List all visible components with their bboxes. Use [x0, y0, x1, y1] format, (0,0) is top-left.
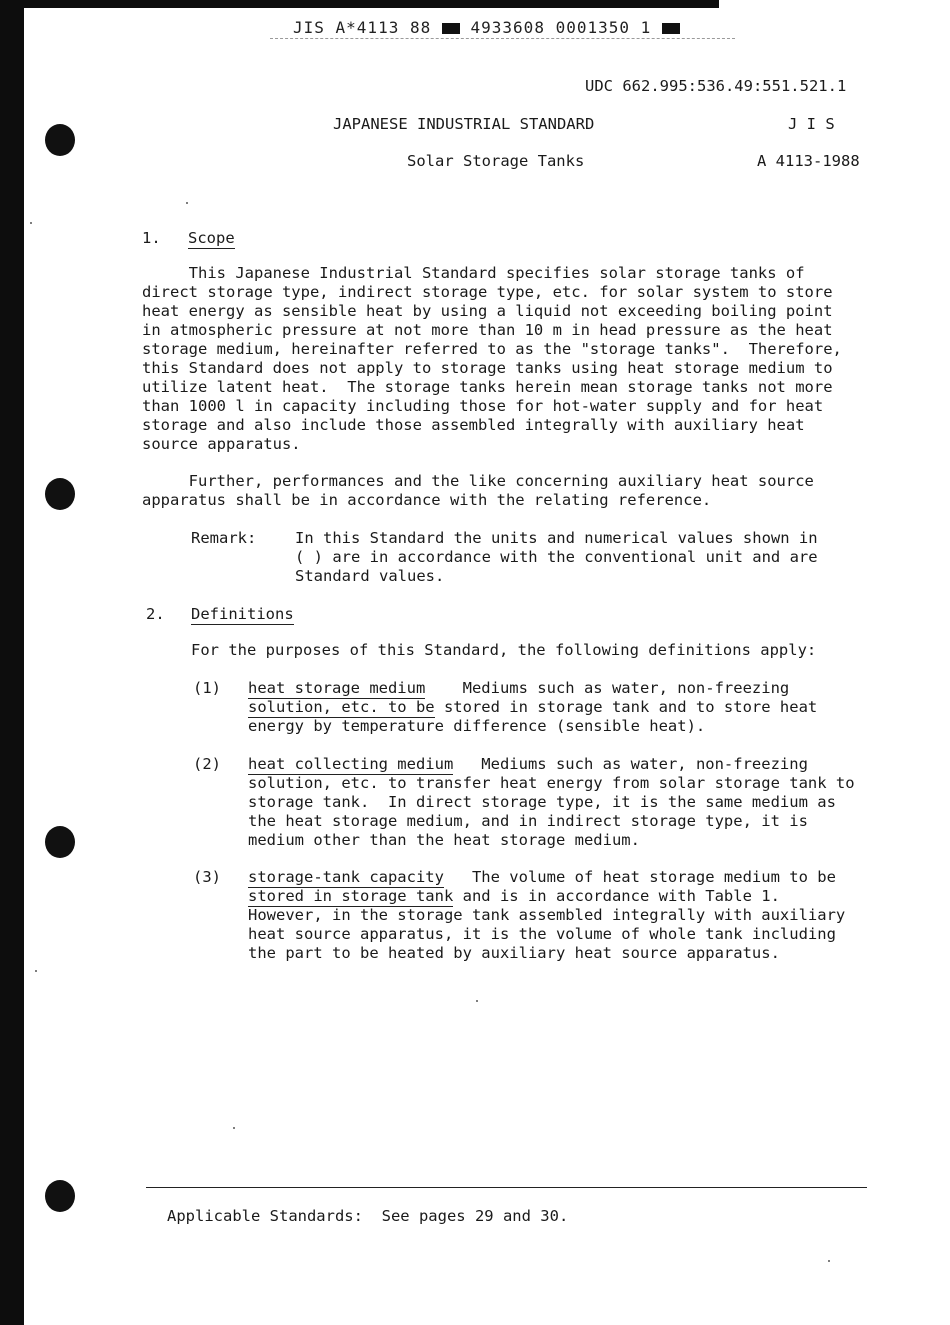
jis-mark: J I S [788, 115, 835, 133]
definition-term: heat storage medium [248, 679, 426, 697]
scan-speck [476, 1000, 478, 1002]
punch-hole [45, 478, 75, 510]
scan-speck [30, 222, 32, 224]
header-code-line [293, 18, 680, 37]
punch-hole [45, 1180, 75, 1212]
definition-number: (3) [193, 868, 221, 886]
footer-rule [146, 1187, 867, 1188]
remark-label: Remark: [191, 529, 257, 547]
definitions-intro: For the purposes of this Standard, the following definitions apply: [191, 641, 817, 659]
section-number: 2. [146, 605, 165, 623]
definition-text: stored in storage tank and to store heat [434, 698, 818, 716]
definition-number: (2) [193, 755, 221, 773]
standard-number: A 4113-1988 [757, 152, 860, 170]
footer-text: See pages 29 and 30. [381, 1207, 569, 1225]
definition-term: stored in storage tank [248, 887, 454, 905]
header-code-left: JIS A*4113 88 [293, 18, 432, 37]
header-code-dash [270, 38, 735, 39]
definition-text: The volume of heat storage medium to be [443, 868, 836, 886]
footer-label: Applicable Standards: [167, 1207, 363, 1225]
definition-text: storage tank. In direct storage type, it is the same medium as the heat storage medium, and in indirect storage type, it is medium other than the heat storage medium. [248, 793, 836, 849]
scan-speck [186, 202, 188, 204]
definition-item-2 [248, 755, 855, 850]
definition-term: heat collecting medium [248, 755, 454, 773]
scan-edge-top [24, 0, 719, 8]
scope-paragraph-2: Further, performances and the like concerning auxiliary heat source apparatus shall be in accordance with the relating reference. [142, 472, 814, 509]
definition-text: Mediums such as water, non-freezing [425, 679, 790, 697]
punch-hole [45, 826, 75, 858]
standard-org: JAPANESE INDUSTRIAL STANDARD [333, 115, 595, 133]
definition-item-1 [248, 679, 817, 736]
code-block-mark [662, 23, 680, 34]
definition-text: energy by temperature difference (sensible heat). [248, 717, 706, 735]
code-block-mark [442, 23, 460, 34]
scan-speck [828, 1260, 830, 1262]
definition-text: solution, etc. to transfer heat energy from solar storage tank to [248, 774, 855, 792]
page-title: Solar Storage Tanks [407, 152, 585, 170]
footer-line [167, 1207, 568, 1225]
definition-item-3 [248, 868, 845, 963]
section-heading-scope [188, 229, 235, 247]
section-number: 1. [142, 229, 161, 247]
section-heading-text: Definitions [191, 605, 294, 623]
section-heading-text: Scope [188, 229, 235, 247]
definition-number: (1) [193, 679, 221, 697]
remark-text: In this Standard the units and numerical values shown in ( ) are in accordance with the conventional unit and are Standard values. [295, 529, 818, 585]
scope-paragraph-1: This Japanese Industrial Standard specifies solar storage tanks of direct storage type, indirect storage type, etc. for solar system to store heat energy as sensible heat by using a liquid not exceeding boiling point in atmospheric pressure at not more than 10 m in head pressure as the heat storage medium, hereinafter referred to as the "storage tanks". Therefore, this Standard does not apply to storage tanks using heat storage medium to utilize latent heat. The storage tanks herein mean storage tanks not more than 1000 l in capacity including those for hot-water supply and for heat storage and also include those assembled integrally with auxiliary heat source apparatus. [142, 264, 842, 453]
definition-term: solution, etc. to be [248, 698, 435, 716]
section-heading-definitions [191, 605, 294, 623]
definition-text: Mediums such as water, non-freezing [453, 755, 808, 773]
definition-term: storage-tank capacity [248, 868, 444, 886]
scan-speck [233, 1127, 235, 1129]
scan-edge-left [0, 0, 24, 1325]
definition-text: and is in accordance with Table 1. [453, 887, 780, 905]
header-code-middle: 4933608 0001350 1 [470, 18, 652, 37]
definition-text: However, in the storage tank assembled integrally with auxiliary heat source apparatus, it is the volume of whole tank including the part to be heated by auxiliary heat source apparatus. [248, 906, 846, 962]
scan-speck [35, 970, 37, 972]
punch-hole [45, 124, 75, 156]
udc-code: UDC 662.995:536.49:551.521.1 [585, 77, 847, 95]
